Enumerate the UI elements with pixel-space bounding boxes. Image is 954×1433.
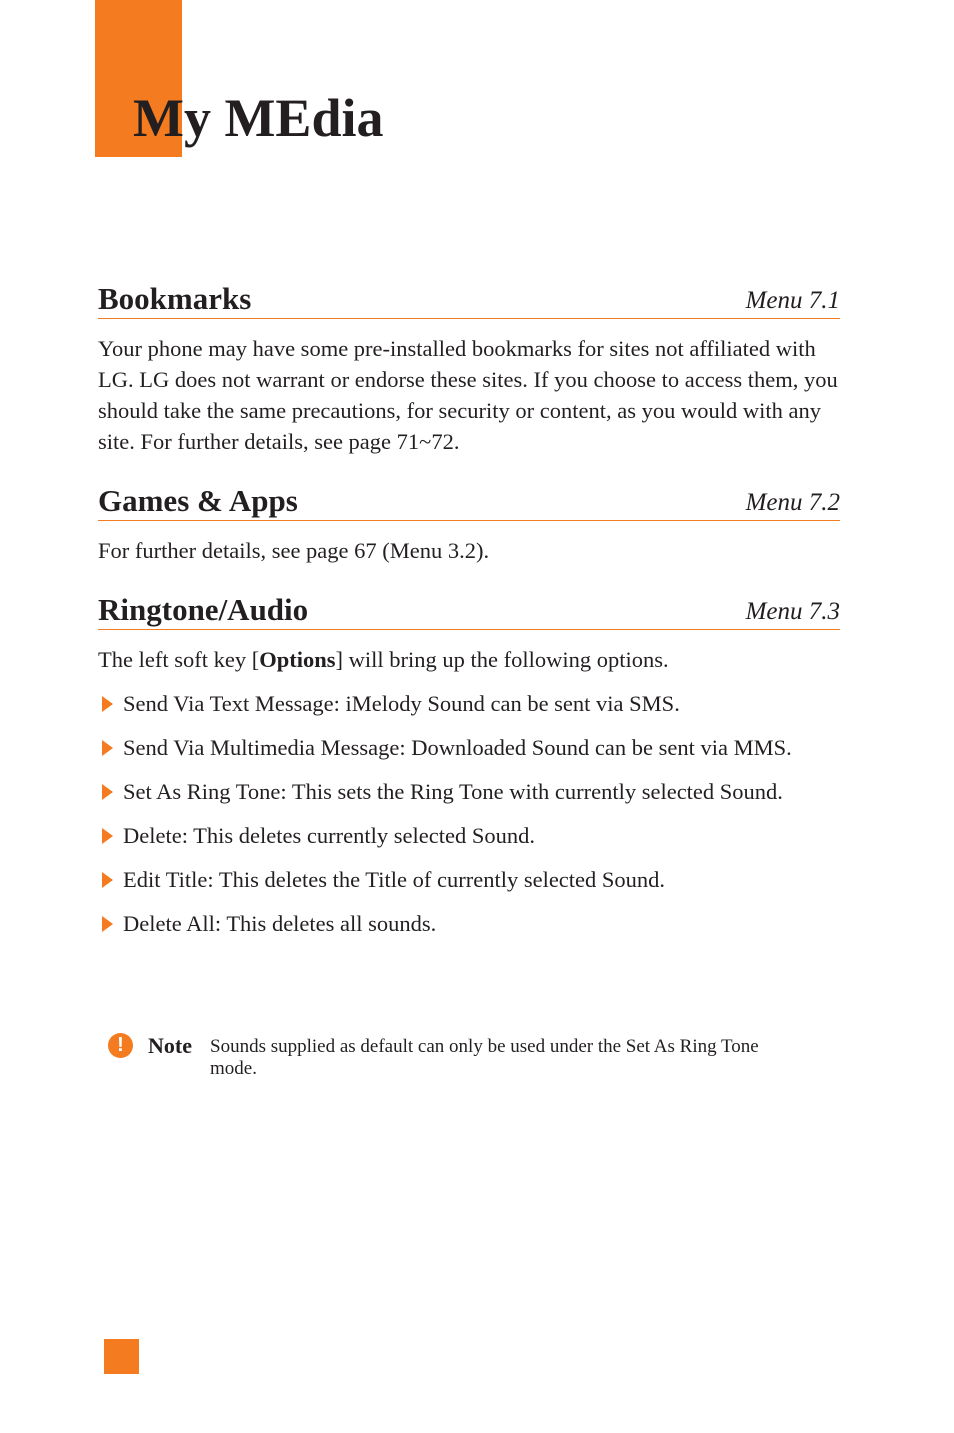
note-label: Note (148, 1033, 192, 1058)
section-games-apps (98, 483, 840, 566)
section-body: For further details, see page 67 (Menu 3.2). (98, 538, 490, 563)
list-item-text: Delete: This deletes currently selected Sound. (123, 823, 535, 848)
options-key-label: Options (259, 647, 336, 672)
list-item-text: Send Via Multimedia Message: Downloaded Sound can be sent via MMS. (123, 735, 792, 760)
section-ringtone-audio (98, 592, 840, 952)
list-item (98, 688, 840, 719)
section-title: Bookmarks (98, 281, 252, 316)
options-list (98, 688, 840, 939)
list-item (98, 908, 840, 939)
menu-reference: Menu 7.1 (745, 287, 840, 314)
section-title: Games & Apps (98, 483, 298, 518)
arrow-right-icon (102, 916, 113, 932)
page-title: My MEdia (133, 88, 384, 148)
section-intro (98, 644, 840, 675)
list-item-text: Edit Title: This deletes the Title of currently selected Sound. (123, 867, 666, 892)
exclamation-icon: ! (108, 1033, 133, 1058)
arrow-right-icon (102, 696, 113, 712)
section-title: Ringtone/Audio (98, 592, 309, 627)
section-header (98, 483, 840, 521)
list-item (98, 864, 840, 895)
section-body: Your phone may have some pre-installed bookmarks for sites not affiliated with LG. LG does not warrant or endorse these sites. If you choose to access them, you should take the same precautions, for security or content, as you would with any site. For further details, see page 71~72. (98, 336, 838, 454)
arrow-right-icon (102, 740, 113, 756)
arrow-right-icon (102, 872, 113, 888)
list-item-text: Delete All: This deletes all sounds. (123, 911, 437, 936)
list-item (98, 776, 840, 807)
list-item (98, 732, 840, 763)
intro-text-after: ] will bring up the following options. (335, 647, 669, 672)
section-header (98, 281, 840, 319)
page-marker-decoration (104, 1339, 139, 1374)
list-item (98, 820, 840, 851)
arrow-right-icon (102, 828, 113, 844)
menu-reference: Menu 7.3 (745, 598, 840, 625)
menu-reference: Menu 7.2 (745, 489, 840, 516)
section-header (98, 592, 840, 630)
list-item-text: Send Via Text Message: iMelody Sound can be sent via SMS. (123, 691, 680, 716)
intro-text-before: The left soft key [ (98, 647, 260, 672)
note-text: Sounds supplied as default can only be used under the Set As Ring Tone mode. (210, 1036, 759, 1079)
section-bookmarks (98, 281, 840, 457)
arrow-right-icon (102, 784, 113, 800)
list-item-text: Set As Ring Tone: This sets the Ring Tone with currently selected Sound. (123, 779, 783, 804)
